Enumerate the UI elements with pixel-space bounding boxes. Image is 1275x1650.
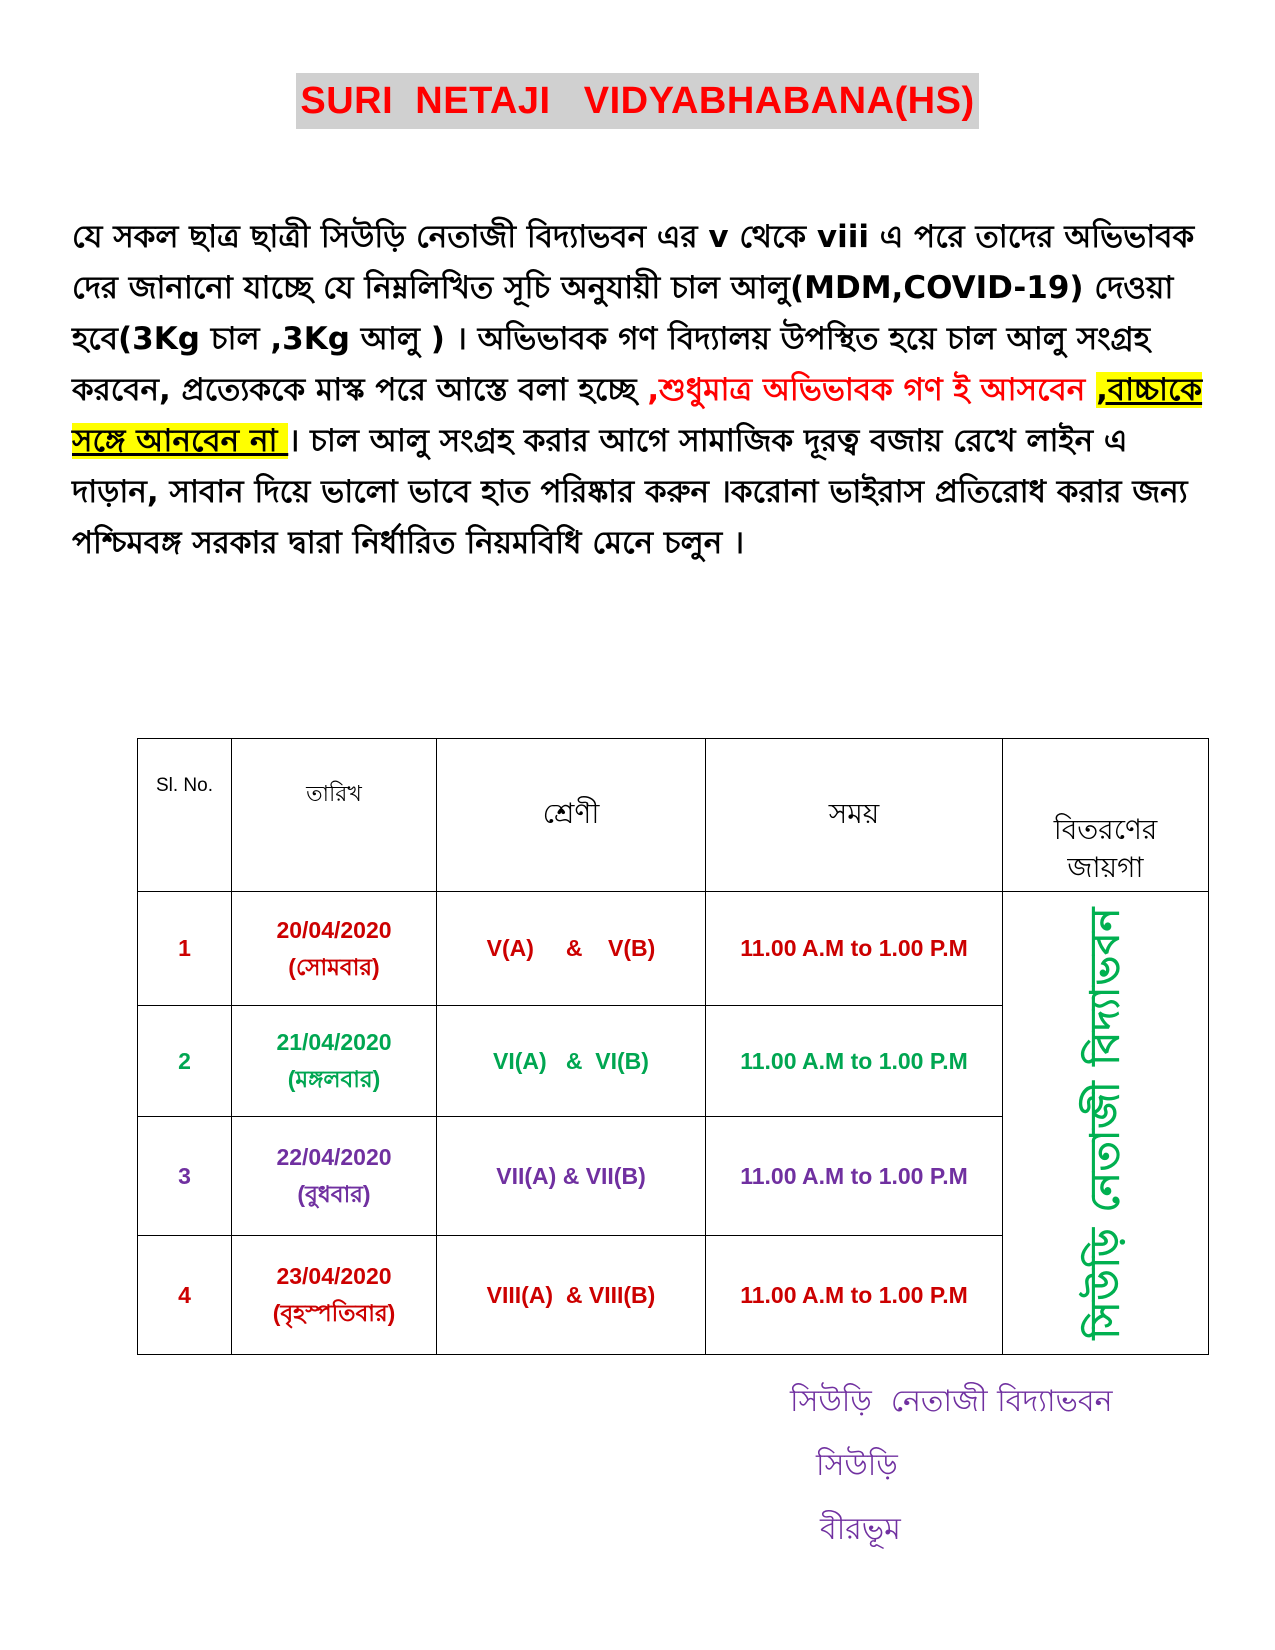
signature-district: বীরভূম <box>820 1512 901 1547</box>
notice-red-text: ,শুধুমাত্র অভিভাবক গণ ই আসবেন <box>647 372 1097 408</box>
row-time: 11.00 A.M to 1.00 P.M <box>706 1236 1003 1355</box>
signature-block <box>790 1370 1112 1562</box>
header-place <box>1003 739 1209 892</box>
signature-school-name: সিউড়ি নেতাজী বিদ্যাভবন <box>790 1384 1113 1419</box>
header-place-line2: জায়গা <box>1067 851 1144 884</box>
row-date <box>232 1236 437 1355</box>
row-serial: 3 <box>138 1117 232 1236</box>
row-day-value: (মঙ্গলবার) <box>287 1066 381 1092</box>
notice-text-part1: যে সকল ছাত্র ছাত্রী সিউড়ি নেতাজী বিদ্যাভবন এর v থেকে viii এ পরে তাদের অভিভাবক দের জানানো যাচ্ছে যে নিম্নলিখিত সূচি অনুযায়ী চাল আলু(MDM,COVID-19) দেওয়া হবে(3Kg চাল ,3Kg আলু ) । অভিভাবক গণ বিদ্যালয় উপস্থিত হয়ে চাল আলু সংগ্রহ করবেন, প্রত্যেককে মাস্ক পরে আস্তে বলা হচ্ছে <box>72 219 1195 408</box>
row-class <box>437 1006 706 1117</box>
row-time: 11.00 A.M to 1.00 P.M <box>706 1117 1003 1236</box>
table-header-row <box>138 739 1209 892</box>
row-date-value: 21/04/2020 <box>276 1029 392 1055</box>
row-day-value: (সোমবার) <box>288 953 380 980</box>
row-date <box>232 892 437 1006</box>
row-day-value: (বৃহস্পতিবার) <box>272 1300 396 1326</box>
row-class-value: VII(A) & VII(B) <box>496 1162 646 1189</box>
notice-paragraph <box>72 212 1212 569</box>
row-day-value: (বুধবার) <box>297 1181 371 1207</box>
row-class <box>437 1236 706 1355</box>
header-date: তারিখ <box>232 739 437 892</box>
header-place-line1: বিতরণের <box>1053 813 1158 846</box>
row-class <box>437 1117 706 1236</box>
distribution-schedule-table <box>137 738 1209 1355</box>
title-wrapper <box>0 73 1275 129</box>
row-serial: 4 <box>138 1236 232 1355</box>
row-date-value: 22/04/2020 <box>276 1144 392 1170</box>
row-time: 11.00 A.M to 1.00 P.M <box>706 1006 1003 1117</box>
row-date <box>232 1006 437 1117</box>
row-serial: 2 <box>138 1006 232 1117</box>
notice-highlight-text: ,বাচ্চাকে সঙ্গে আনবেন না <box>72 372 1203 459</box>
school-title: SURI NETAJI VIDYABHABANA(HS) <box>296 73 978 129</box>
header-class: শ্রেণী <box>437 739 706 892</box>
row-class-value: VIII(A) & VIII(B) <box>486 1281 656 1308</box>
distribution-place-cell <box>1003 892 1209 1355</box>
row-serial: 1 <box>138 892 232 1006</box>
table-row <box>138 892 1209 1006</box>
header-time: সময় <box>706 739 1003 892</box>
signature-town: সিউড়ি <box>816 1448 898 1483</box>
row-date-value: 23/04/2020 <box>276 1263 392 1289</box>
row-class-value: V(A) & V(B) <box>486 935 656 961</box>
row-date <box>232 1117 437 1236</box>
row-date-value: 20/04/2020 <box>276 916 392 943</box>
notice-text-part2: । চাল আলু সংগ্রহ করার আগে সামাজিক দূরত্ব বজায় রেখে লাইন এ দাড়ান, সাবান দিয়ে ভালো ভাবে হাত পরিষ্কার করুন ।করোনা ভাইরাস প্রতিরোধ করার জন্য পশ্চিমবঙ্গ সরকার দ্বারা নির্ধারিত নিয়মবিধি মেনে চলুন । <box>72 423 1188 561</box>
row-class <box>437 892 706 1006</box>
row-time: 11.00 A.M to 1.00 P.M <box>706 892 1003 1006</box>
header-serial-number: Sl. No. <box>138 739 232 892</box>
distribution-place-text: সিউড়ি নেতাজী বিদ্যাভবন <box>1082 906 1128 1340</box>
row-class-value: VI(A) & VI(B) <box>493 1047 649 1074</box>
